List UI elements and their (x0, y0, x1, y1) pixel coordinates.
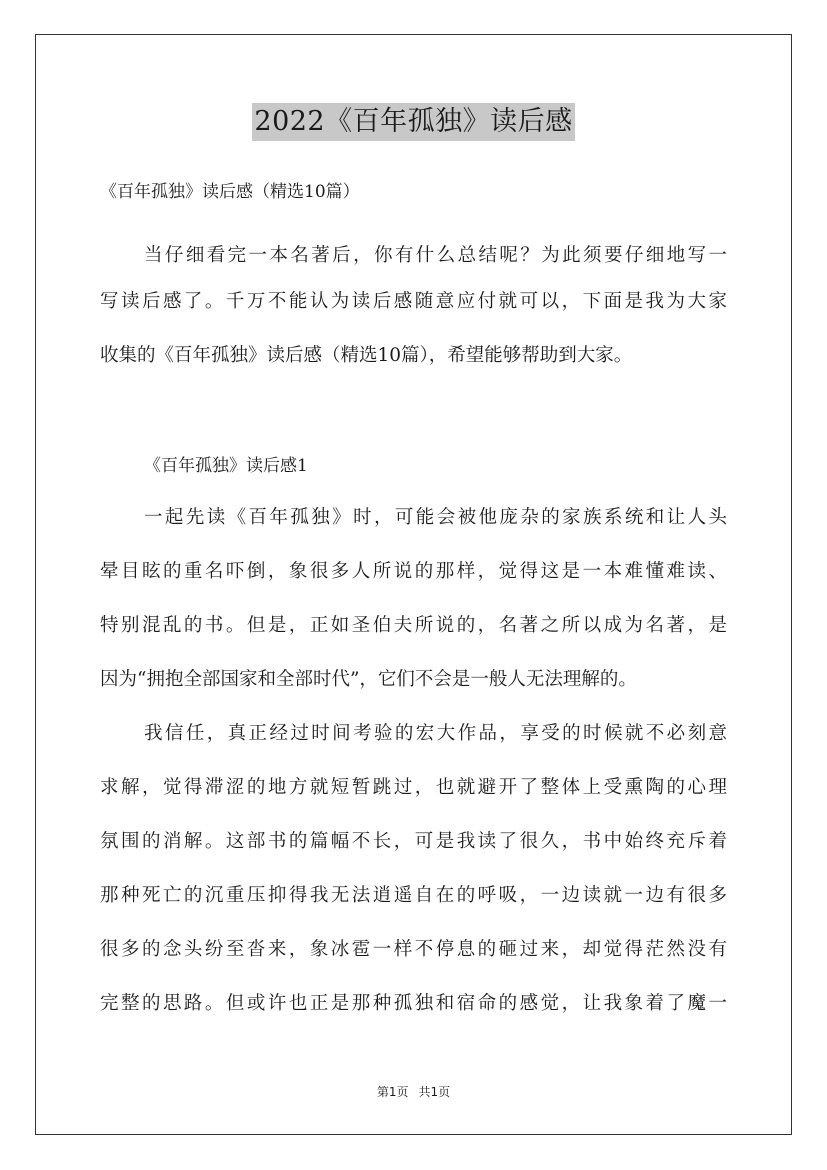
paragraph-line: 一起先读《百年孤独》时，可能会被他庞杂的家族系统和让人头 (144, 507, 727, 528)
paragraph-line: 因为“拥抱全部国家和全部时代”，它们不会是一般人无法理解的。 (100, 669, 637, 690)
document-subtitle: 《百年孤独》读后感（精选10篇） (100, 182, 360, 202)
paragraph-line: 完整的思路。但或许也正是那种孤独和宿命的感觉，让我象着了魔一 (100, 993, 727, 1014)
page-number-total: 共1页 (418, 1085, 451, 1099)
page-footer (0, 1084, 827, 1100)
paragraph-line: 求解，觉得滞涩的地方就短暂跳过，也就避开了整体上受熏陶的心理 (100, 777, 727, 798)
intro-line: 写读后感了。千万不能认为读后感随意应付就可以，下面是我为大家 (100, 291, 727, 312)
section-heading: 《百年孤独》读后感1 (144, 456, 308, 476)
paragraph-line: 特别混乱的书。但是，正如圣伯夫所说的，名著之所以成为名著，是 (100, 615, 727, 636)
title-container (0, 103, 827, 141)
intro-line: 当仔细看完一本名著后，你有什么总结呢？为此须要仔细地写一 (144, 245, 727, 266)
paragraph-line: 氛围的消解。这部书的篇幅不长，可是我读了很久，书中始终充斥着 (100, 831, 727, 852)
paragraph-line: 我信任，真正经过时间考验的宏大作品，享受的时候就不必刻意 (144, 723, 727, 744)
paragraph-line: 晕目眩的重名吓倒，象很多人所说的那样，觉得这是一本难懂难读、 (100, 561, 727, 582)
page-number-current: 第1页 (376, 1085, 409, 1099)
document-title: 2022《百年孤独》读后感 (252, 103, 574, 141)
paragraph-line: 很多的念头纷至沓来，象冰雹一样不停息的砸过来，却觉得茫然没有 (100, 939, 727, 960)
intro-line: 收集的《百年孤独》读后感（精选10篇），希望能够帮助到大家。 (100, 345, 633, 366)
paragraph-line: 那种死亡的沉重压抑得我无法逍遥自在的呼吸，一边读就一边有很多 (100, 885, 727, 906)
